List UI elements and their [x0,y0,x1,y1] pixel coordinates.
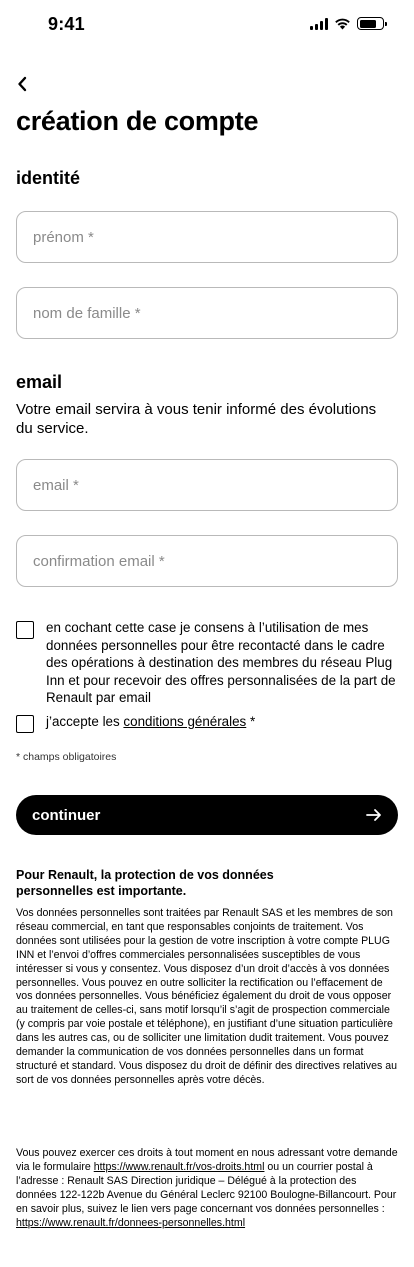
terms-checkbox[interactable] [16,715,34,733]
email-confirmation-field[interactable] [16,535,398,587]
personal-data-link[interactable]: https://www.renault.fr/donnees-personnelles.html [16,1216,246,1229]
email-input[interactable] [33,477,397,494]
identity-section-title: identité [16,168,81,188]
privacy-paragraph-1: Vos données personnelles sont traitées par Renault SAS et les membres de son réseau commercial, en tant que responsables conjoints de traitement. Vos données sont utilisées pour la gestion de votre inscription à votre compte PLUG INN et l’envoi d’offres commerciales personnalisées susceptibles de vous intéresser si vous y consentez. Vous disposez d’un droit d’accès à vos données personnelles. Vous pouvez en outre solliciter la rectification ou l’effacement de vos données personnelles. Vous bénéficiez également du droit de vous opposer au traitement de celles-ci, sans motif lorsqu’il s’agit de prospection commerciale (y compris par voie postale et téléphone), en justifiant d’une situation particulière dans les autres cas, ou de solliciter une limitation dudit traitement. Vous pouvez demander la communication de vos données personnelles dans un format structuré et standard. Vous disposez du droit de définir des directives relatives au sort de vos données personnelles après votre décès. [16,907,397,1086]
privacy-p2-text-a: Vous pouvez exercer ces droits à tout moment en nous adressant votre demande via le formulaire [16,1147,398,1173]
status-bar [0,0,414,48]
email-confirmation-input[interactable] [33,553,397,570]
back-button[interactable] [16,70,44,98]
privacy-paragraph-2 [16,1147,398,1230]
terms-link[interactable]: conditions générales [123,714,247,729]
status-time: 9:41 [48,14,85,34]
marketing-consent-checkbox[interactable] [16,621,34,639]
arrow-right-icon [366,808,382,822]
status-icons [310,17,384,30]
email-field[interactable] [16,459,398,511]
privacy-p2-text-b: ou un courrier postal à l’adresse : Renault SAS Direction juridique – Délégué à la protection des données 122-122b Avenue du Général Leclerc 92100 Boulogne-Billancourt. Pour en savoir plus, suivez le lien vers page concernant vos données personnelles : [16,1160,397,1215]
page-title: création de compte [16,106,259,136]
marketing-consent-row [16,619,398,707]
marketing-consent-label: en cochant cette case je consens à l’utilisation de mes données personnelles pour être recontacté dans le cadre des opérations à destination des membres du réseau Plug Inn et pour recevoir des offres personnalisées de la part de Renault par email [46,620,396,705]
firstname-input[interactable] [33,229,397,246]
firstname-field[interactable] [16,211,398,263]
cellular-signal-icon [310,18,328,30]
terms-row [16,713,255,733]
required-fields-note: * champs obligatoires [16,751,117,763]
email-section-title: email [16,372,63,392]
chevron-left-icon [16,76,28,92]
continue-label: continuer [32,806,101,824]
terms-suffix: * [246,714,256,729]
terms-prefix: j’accepte les [46,714,124,729]
email-description: Votre email servira à vous tenir informé des évolutions du service. [16,401,377,437]
privacy-title: Pour Renault, la protection de vos données personnelles est importante. [16,868,274,898]
continue-button[interactable] [16,795,398,835]
battery-icon [357,17,384,30]
lastname-input[interactable] [33,305,397,322]
wifi-icon [334,17,351,30]
lastname-field[interactable] [16,287,398,339]
terms-label [46,713,255,731]
rights-form-link[interactable]: https://www.renault.fr/vos-droits.html [93,1160,265,1173]
